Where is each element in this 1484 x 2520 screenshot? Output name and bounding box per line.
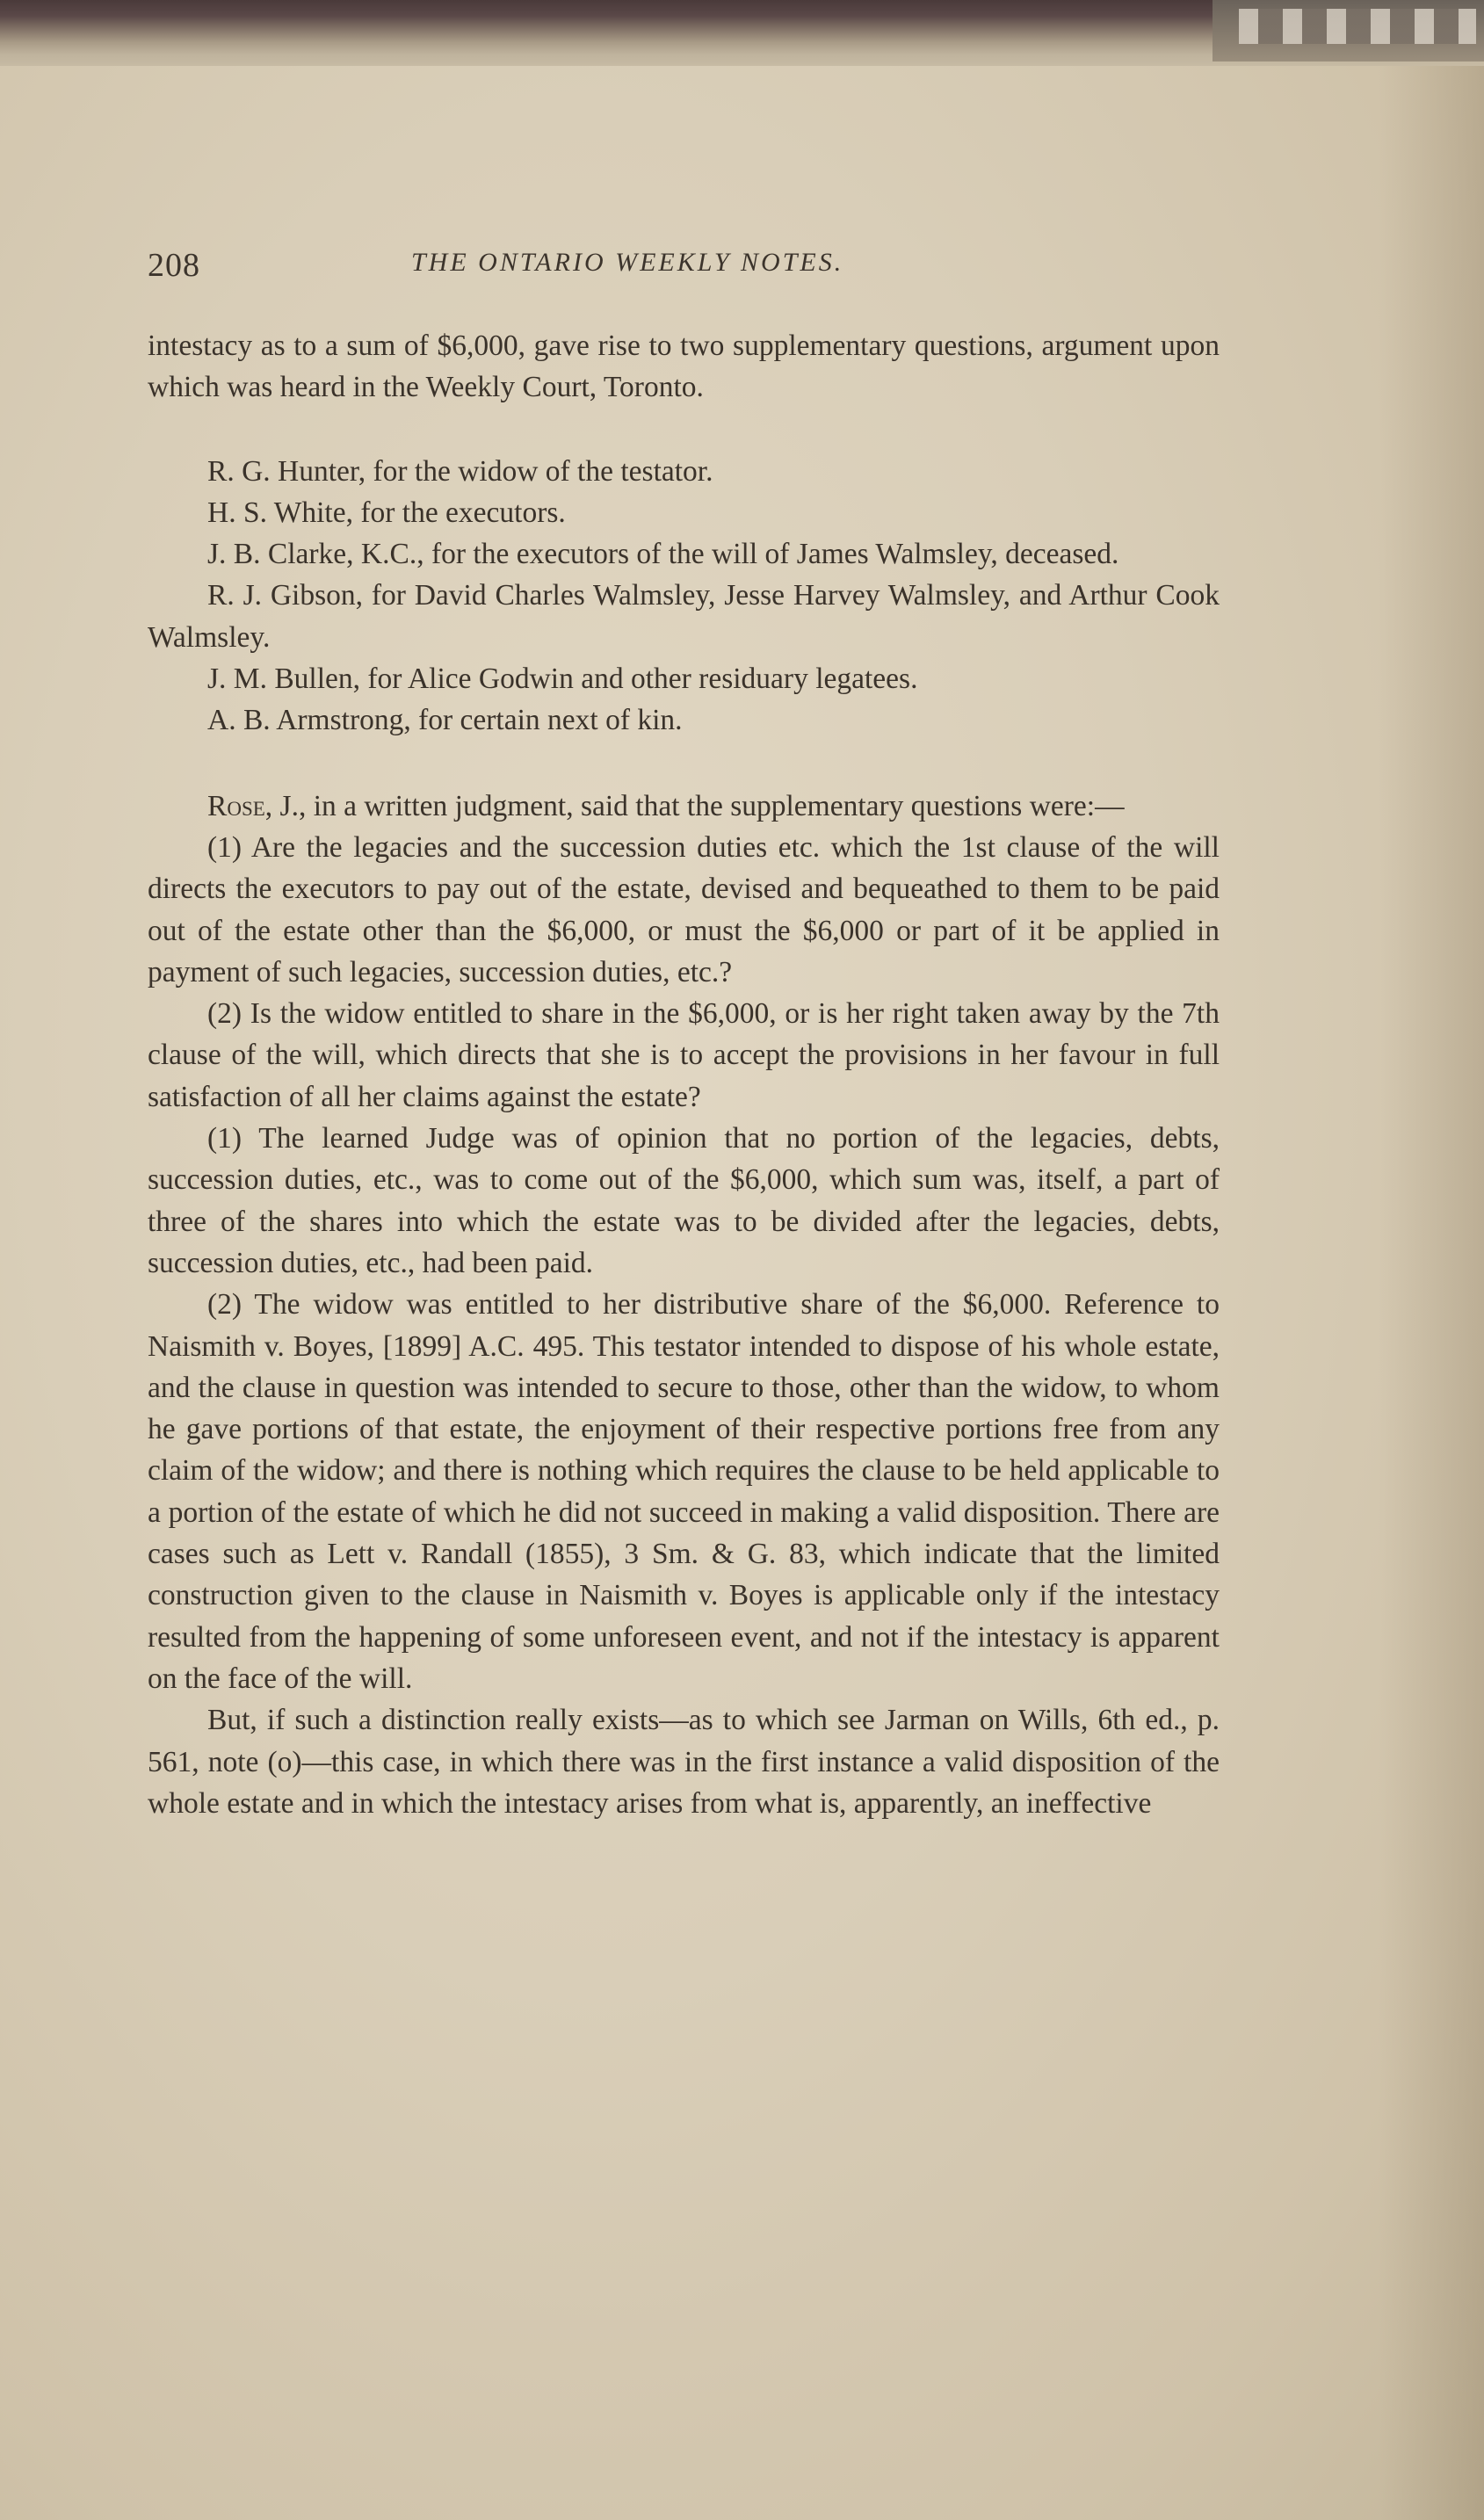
paragraph-intro: intestacy as to a sum of $6,000, gave rise to two supplementary questions, argument upon which was heard in the Weekly Court, Toronto.	[148, 329, 1220, 404]
page-edge-markers	[1239, 9, 1476, 44]
running-title: THE ONTARIO WEEKLY NOTES.	[411, 248, 844, 277]
judgment-intro	[148, 786, 1220, 827]
answer-1: (1) The learned Judge was of opinion that no portion of the legacies, debts, succession duties, etc., was to come out of the $6,000, which sum was, itself, a part of three of the shares into which the estate was to be divided after the legacies, debts, succession duties, etc., had been paid.	[148, 1122, 1220, 1279]
page-header	[148, 246, 1228, 290]
judgment-intro-text: , J., in a written judgment, said that the supplementary questions were:—	[264, 789, 1125, 822]
spacer	[148, 742, 1220, 786]
page-number: 208	[148, 247, 200, 284]
question-1: (1) Are the legacies and the succession duties etc. which the 1st clause of the will directs the executors to pay out of the estate, devised and bequeathed to them to be paid out of the estate other than the $6,000, or must the $6,000 or part of it be applied in payment of such legacies, succession duties, etc.?	[148, 830, 1220, 988]
counsel-line: R. G. Hunter, for the widow of the testator.	[207, 454, 713, 488]
spacer	[148, 409, 1220, 451]
counsel-line: A. B. Armstrong, for certain next of kin.	[207, 704, 683, 737]
counsel-line: R. J. Gibson, for David Charles Walmsley, Jesse Harvey Walmsley, and Arthur Cook Walmsley.	[148, 579, 1220, 654]
page-shadow	[1379, 66, 1484, 2520]
counsel-line: J. B. Clarke, K.C., for the executors of the will of James Walmsley, deceased.	[207, 538, 1119, 571]
answer-2: (2) The widow was entitled to her distributive share of the $6,000. Reference to Naismith v. Boyes, [1899] A.C. 495. This testator intended to dispose of his whole estate, and the clause in question was intended to secure to those, other than the widow, to whom he gave portions of that estate, the enjoyment of their respective portions free from any claim of the widow; and there is nothing which requires the clause to be held applicable to a portion of the estate of which he did not succeed in making a valid disposition. There are cases such as Lett v. Randall (1855), 3 Sm. & G. 83, which indicate that the limited construction given to the clause in Naismith v. Boyes is applicable only if the intestacy resulted from the happening of some unforeseen event, and not if the intestacy is apparent on the face of the will.	[148, 1288, 1220, 1695]
question-2: (2) Is the widow entitled to share in the $6,000, or is her right taken away by the 7th clause of the will, which directs that she is to accept the provisions in her favour in full satisfaction of all her claims against the estate?	[148, 997, 1220, 1113]
counsel-line: J. M. Bullen, for Alice Godwin and other residuary legatees.	[207, 663, 918, 696]
final-paragraph: But, if such a distinction really exists—as to which see Jarman on Wills, 6th ed., p. 561, note (o)—this case, in which there was in the first instance a valid disposition of the whole estate and in which the intestacy arises from what is, apparently, an ineffective	[148, 1704, 1220, 1820]
counsel-line: H. S. White, for the executors.	[207, 496, 566, 529]
judge-name: Rose	[207, 789, 265, 822]
body-text	[148, 325, 1220, 1824]
